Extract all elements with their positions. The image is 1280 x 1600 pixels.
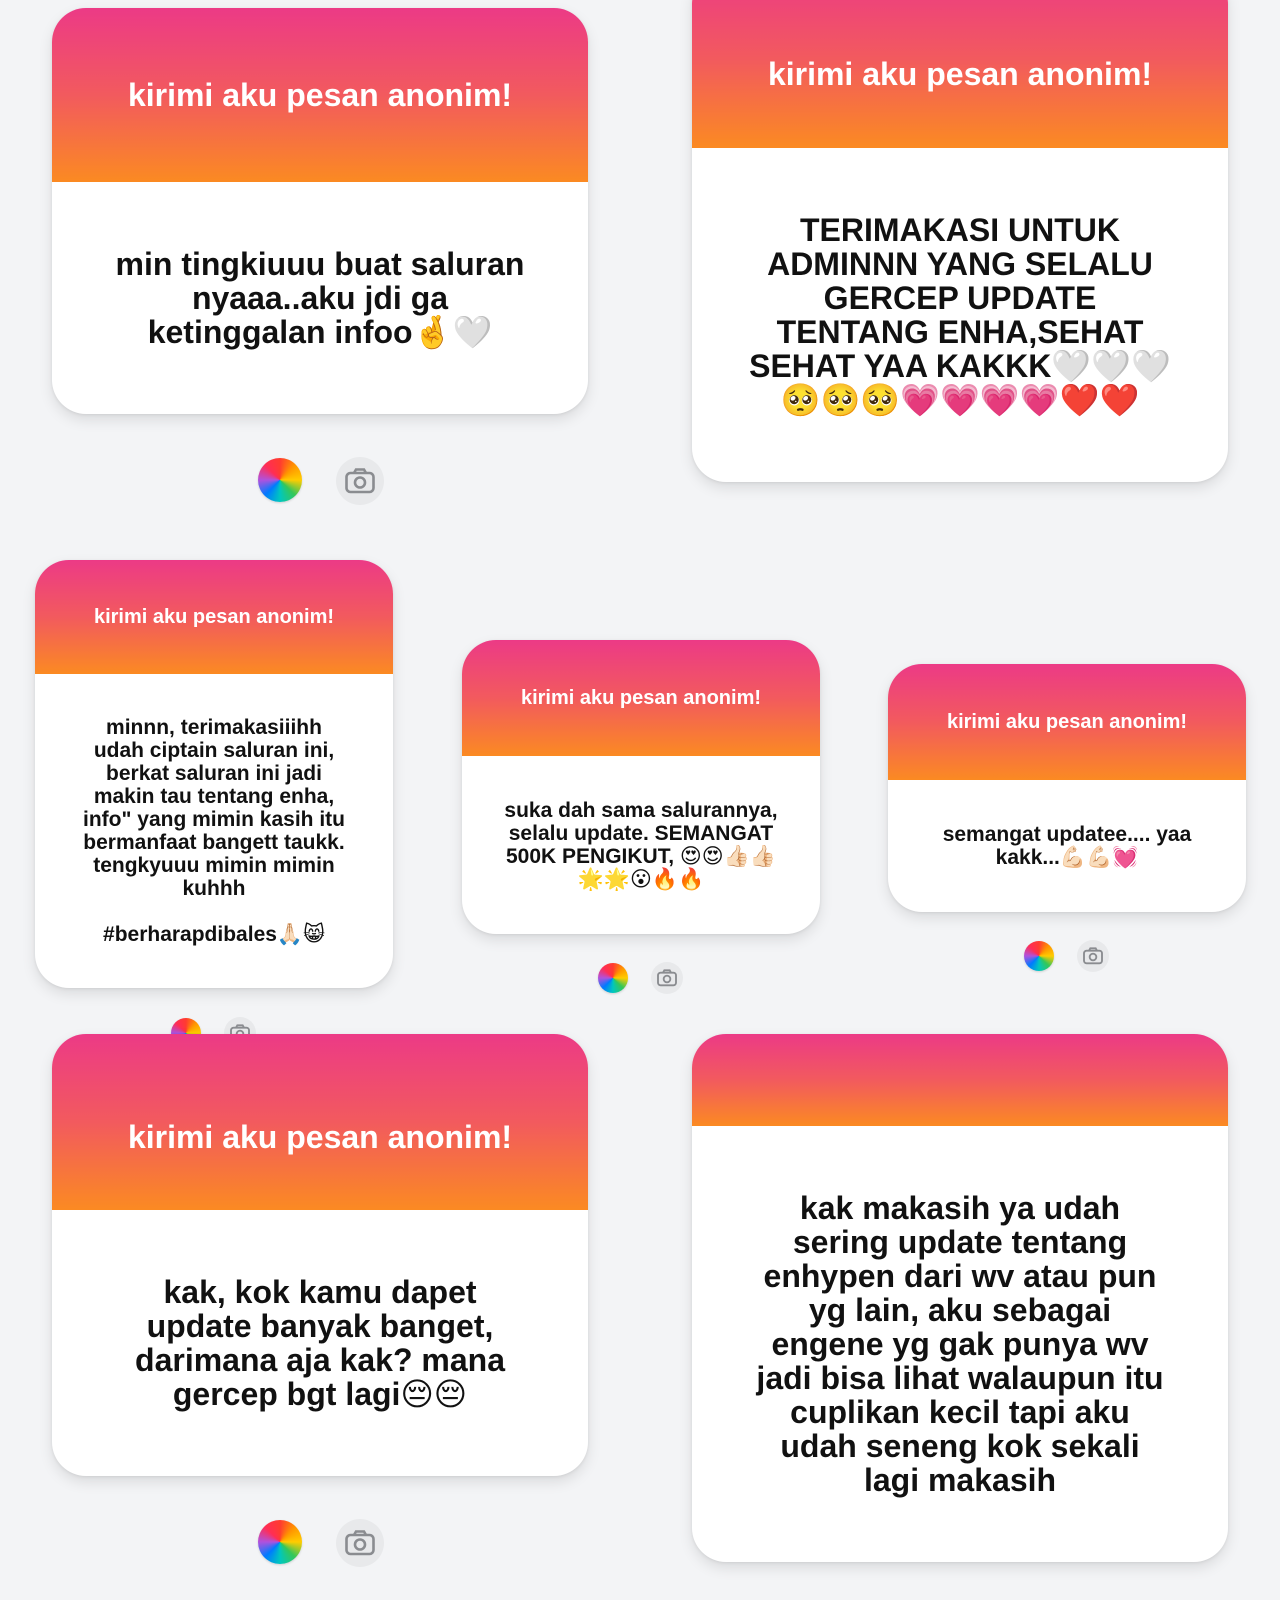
card-header [52,8,588,182]
camera-button[interactable] [1077,940,1109,972]
camera-icon [657,969,677,987]
card-message [52,182,588,414]
color-wheel-icon[interactable] [258,1520,302,1564]
card-header [462,640,820,756]
card-message [888,780,1246,912]
card-header-text: kirimi aku pesan anonim! [946,710,1188,733]
card-message [462,756,820,934]
color-wheel-icon[interactable] [258,458,302,502]
question-card-5 [888,664,1246,912]
message-text: suka dah sama salurannya, selalu update. SEMANGAT 500K PENGIKUT, 😍😍👍🏻👍🏻 🌟🌟😮🔥🔥 [504,799,778,891]
message-text: min tingkiuuu buat saluran nyaaa..aku jdi ga ketinggalan infoo🤞🤍 [115,246,525,350]
message-text: semangat updatee.... yaa kakk...💪🏻💪🏻💓 [942,823,1192,869]
card-header [52,1034,588,1210]
question-card-1 [52,8,588,414]
camera-button[interactable] [651,962,683,994]
camera-icon [345,468,375,494]
camera-button[interactable] [336,1519,384,1567]
color-wheel-icon[interactable] [1024,941,1054,971]
card-header [692,0,1228,148]
question-card-6 [52,1034,588,1476]
camera-icon [345,1530,375,1556]
question-card-2 [692,0,1228,482]
card-message [52,1210,588,1476]
card-header [35,560,393,674]
question-card-3 [35,560,393,988]
card-header-text: kirimi aku pesan anonim! [127,76,513,113]
card-header-text: kirimi aku pesan anonim! [93,605,335,628]
question-card-7 [692,1034,1228,1562]
card-message [692,1126,1228,1562]
card-message [35,674,393,988]
camera-button[interactable] [336,457,384,505]
camera-icon [1083,947,1103,965]
message-text: kak, kok kamu dapet update banyak banget, darimana aja kak? mana gercep bgt lagi😔😔 [135,1274,505,1412]
card-message [692,148,1228,482]
card-header-text: kirimi aku pesan anonim! [127,1118,513,1155]
message-text: TERIMAKASI UNTUK ADMINNN YANG SELALU GERCEP UPDATE TENTANG ENHA,SEHAT SEHAT YAA KAKKK🤍🤍🤍 🥺🥺🥺💗💗💗💗❤️❤️ [749,212,1171,418]
card-header-text: kirimi aku pesan anonim! [767,55,1153,92]
message-text: kak makasih ya udah sering update tentang enhypen dari wv atau pun yg lain, aku sebagai engene yg gak punya wv jadi bisa lihat walaupun itu cuplikan kecil tapi aku udah seneng kok sekali lagi makasih [756,1190,1164,1498]
question-card-4 [462,640,820,934]
card-header-text: kirimi aku pesan anonim! [520,686,762,709]
color-wheel-icon[interactable] [598,963,628,993]
card-header [692,1034,1228,1126]
message-text: minnn, terimakasiiihh udah ciptain saluran ini, berkat saluran ini jadi makin tau tentang enha, info" yang mimin kasih itu bermanfaat bangett taukk. tengkyuuu mimin mimin kuhhh #berharapdibales🙏🏻😸 [83,716,345,946]
card-header [888,664,1246,780]
